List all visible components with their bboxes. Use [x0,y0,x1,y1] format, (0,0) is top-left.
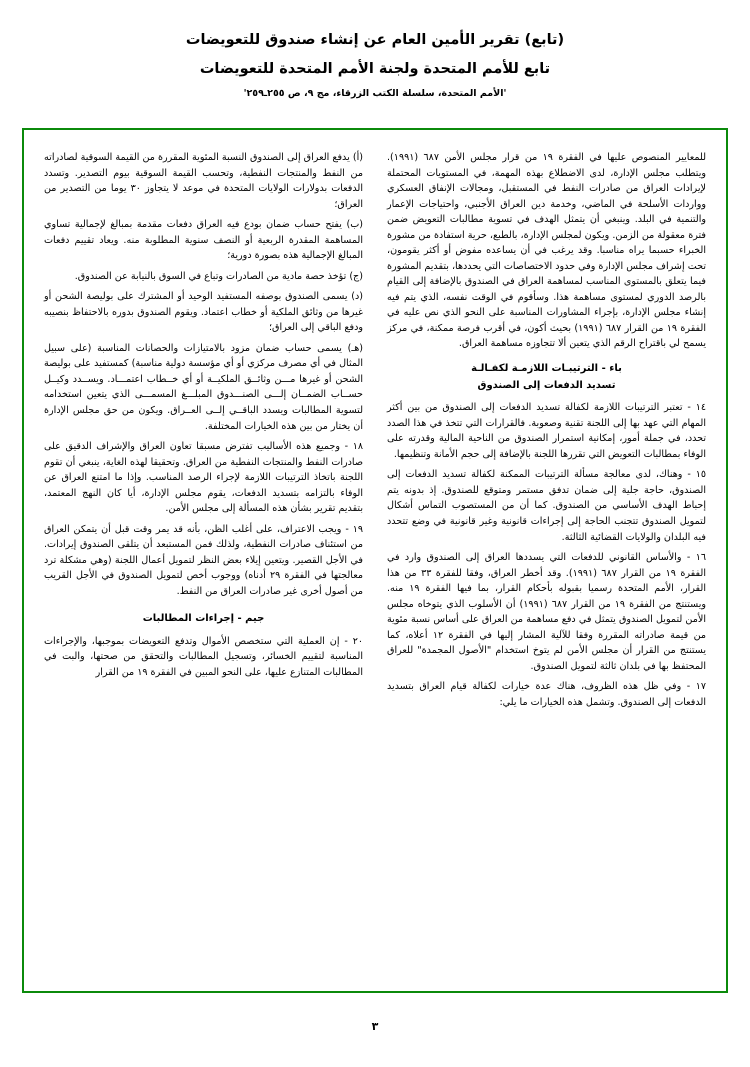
right-column [387,150,706,977]
paragraph: ١٧ - وفي ظل هذه الظروف، هناك عدة خيارات لكفالة قيام العراق بتسديد الدفعات إلى الصندوق. وتشمل هذه الخيارات ما يلي: [387,681,706,708]
header-source-citation: 'الأمم المتحدة، سلسلة الكتب الزرقاء، مج ٩، ص ٢٥٥ـ٢٥٩' [243,88,507,99]
section-heading-jeem: جيم - إجراءات المطالبات [142,613,265,625]
header-title-line-1: (تابع) تقرير الأمين العام عن إنشاء صندوق للتعويضات [185,32,565,48]
paragraph: ١٩ - ويجب الاعتراف، على أغلب الظن، بأنه قد يمر وقت قبل أن يتمكن العراق من استئناف صادرات النفطية، ولذلك فمن المستبعد أن يتلقى الصندوق إيرادات. في الأجل القصير. ويتعين إيلاء بعض النظر لتمويل أعمال اللجنة (وهي مشكلة ترد معالجتها في الفقرة ٢٩ أدناه) ووجوب أخص لتمويل الصندوق في الأجل القريب من أصول أخرى غير صادرات العراق من النفط. [44,523,363,597]
paragraph: (هـ) يسمى حساب ضمان مزود بالامتيازات والحصانات المناسبة (على سبيل المثال في أي مصرف مركزي أو أي مؤسسة دولية مناسبة) كمستفيد على بوليصة الشحن أو غيرها مـــن وثائــق الملكيــة أو أي خــطاب اعتمـــاد. ويســدد وكيــل حســاب الضمــان إلـــى الصنـــدوق المبلـــغ المسمـــى الذي يتعين استخدامه لتسوية المطالبات ويسدد الباقــي إلــى العــراق. ويكون من حق مجلس الإدارة أن يختار من بين هذه الخيارات المختلفة. [44,342,363,432]
section-subheading-baa: تسديد الدفعات إلى الصندوق [477,380,616,392]
paragraph: (أ) يدفع العراق إلى الصندوق النسبة المئوية المقررة من القيمة السوقية لصادراته من النفط والمنتجات النفطية، وتحسب القيمة السوقية بيوم التصدير. وتسدد الدفعات بدولارات الولايات المتحدة في موعد لا يتجاوز ٣٠ يوما من التصدير من العراق؛ [44,152,363,210]
content-frame-border [22,128,728,993]
header-title-line-2: تابع للأمم المتحدة ولجنة الأمم المتحدة للتعويضات [199,61,551,77]
paragraph: ١٦ - والأساس القانوني للدفعات التي يسددها العراق إلى الصندوق وارد في الفقرة ١٩ من القرار ٦٨٧ (١٩٩١). وقد أخطر العراق، وفقا للفقرة ٣٣ من هذا القرار، الأمم المتحدة رسميا بقبوله بأحكام القرار، بما فيها الفقرة ١٩ منه. ويستنتج من الفقرة ١٩ من القرار ٦٨٧ (١٩٩١) أن الأسلوب الذي يتوخاه مجلس الأمن لتمويل الصندوق يتمثل في دفع مساهمة من العراق على أساس نسبة مئوية من قيمة صادراته المقررة وفقا للآلية المشار إليها في الفقرة ١٢ أعلاه، كما يستنتج من القرار أن مجلس الأمن لم يتوخ استخدام "الأصول المجمدة" للعراق المحتفظ بها في بلدان ثالثة لتمويل الصندوق. [387,552,707,672]
two-column-layout [44,150,706,977]
paragraph: ١٤ - تعتبر الترتيبات اللازمة لكفالة تسديد الدفعات إلى الصندوق من بين أكثر المهام التي عهد بها إلى اللجنة تقنية وصعوبة. فالقرارات التي تتخذ في هذا الصدد تحدد، في جملة أمور، إمكانية استمرار الصندوق من الناحية المالية وقدرته على الوفاء بمطالبات التعويض التي تقررها اللجنة بالإضافة إلى حجم الأمانة وتنظيمها. [387,402,706,460]
section-heading-baa: باء - الترتيبـات اللازمـة لكفـالـة [471,362,622,374]
page-header [0,0,750,99]
paragraph: (ج) تؤخذ حصة مادية من الصادرات وتباع في السوق بالنيابة عن الصندوق. [74,270,363,282]
paragraph: ١٥ - وهناك، لدى معالجة مسألة الترتيبات الممكنة لكفالة تسديد الدفعات إلى الصندوق، حاجة جلية إلى ضمان تدفق مستمر ومتوقع للصندوق. إذ بدونه يتم إحباط الهدف الأساسي من الصندوق. كما أن من المستصوب التماس أشكال لتمويل الصندوق تتجنب الحاجة إلى إجراءات قانونية وغير قانونية في وضع تتحدد فيه البلدان والولايات القضائية الثالثة. [387,469,706,543]
paragraph: (ب) يفتح حساب ضمان بودع فيه العراق دفعات مقدمة بمبالغ لإجمالية تساوي المساهمة المقدرة الربعية أو النصف سنوية المطلوبة منه. ويعاد تقييم دفعات المبالغ الإجمالية هذه بصورة دورية؛ [44,219,363,262]
page-number: ٣ [371,1020,379,1033]
content-frame-inner [28,134,722,987]
paragraph: ٢٠ - إن العملية التي ستخصص الأموال وتدفع التعويضات بموجبها، والإجراءات المناسبة لتقييم الخسائر، وتسجيل المطالبات والتحقق من صحتها، والبت في المطالبات المتنازع عليها، على النحو المبين في الفقرة ١٩ من القرار [44,635,363,678]
paragraph: للمعايير المنصوص عليها في الفقرة ١٩ من قرار مجلس الأمن ٦٨٧ (١٩٩١). ويتطلب مجلس الإدارة، لدى الاضطلاع بهذه المهمة، في المستويات المحتملة لإيرادات العراق من صادرات النفط في المستقبل، ومجالات الإنفاق العسكري وواردات الأسلحة في الماضي، وخدمة دين العراق الأجنبي، واحتياجات الإعمار والتنمية في البلد. وينبغي أن يتمثل الهدف في تسوية مطالبات التعويض ضمن فترة معقولة من الزمن. ويكون لمجلس الإدارة، بالطبع، حرية استفادة من مشورة الخبراء حسبما يراه مناسبا. وقد يرغب في أن يساعده مفوض أو أكثر يقومون، تحت إشراف مجلس الإدارة وفي حدود الاختصاصات التي يحددها، بتقديم المشورة فيما يتعلق بالمستوى المناسب لمساهمة العراق في الصندوق بالإضافة إلى القيام بالرصد الدوري لمستوى مساهمة هذا. وسأقوم في الوقت نفسه، الذي يتم فيه إنشاء مجلس الإدارة، بإجراء المشاورات المناسبة على النحو الذي نص عليه في الفقرة ١٩ من القرار ٦٨٧ (١٩٩١) بحيث أكون، في أقرب فرصة ممكنة، في مركز يسمح لي باقتراح الرقم الذي يتعين ألا تتجاوزه مساهمة العراق. [387,152,706,350]
left-column [44,150,363,977]
paragraph: ١٨ - وجميع هذه الأساليب تفترض مسبقا تعاون العراق والإشراف الدقيق على صادرات النفط والمنتجات النفطية من العراق. وتحقيقا لهذه الغاية، ينبغي أن تقوم اللجنة باتخاذ الترتيبات اللازمة لإجراء الرصد المناسب. وإذا ما امتنع العراق عن الوفاء بالتزامه بتسديد الدفعات، يقوم مجلس الإدارة، أيا كان النهج المعتمد، بتقديم تقرير بشأن هذه المسألة إلى مجلس الأمن. [44,441,363,515]
paragraph: (د) يسمى الصندوق بوصفه المستفيد الوحيد أو المشترك على بوليصة الشحن أو غيرها من وثائق الملكية أو خطاب اعتماد. ويقوم الصندوق بدوره بالاحتفاظ بنصيبه ودفع الباقي إلى العراق؛ [44,291,363,334]
